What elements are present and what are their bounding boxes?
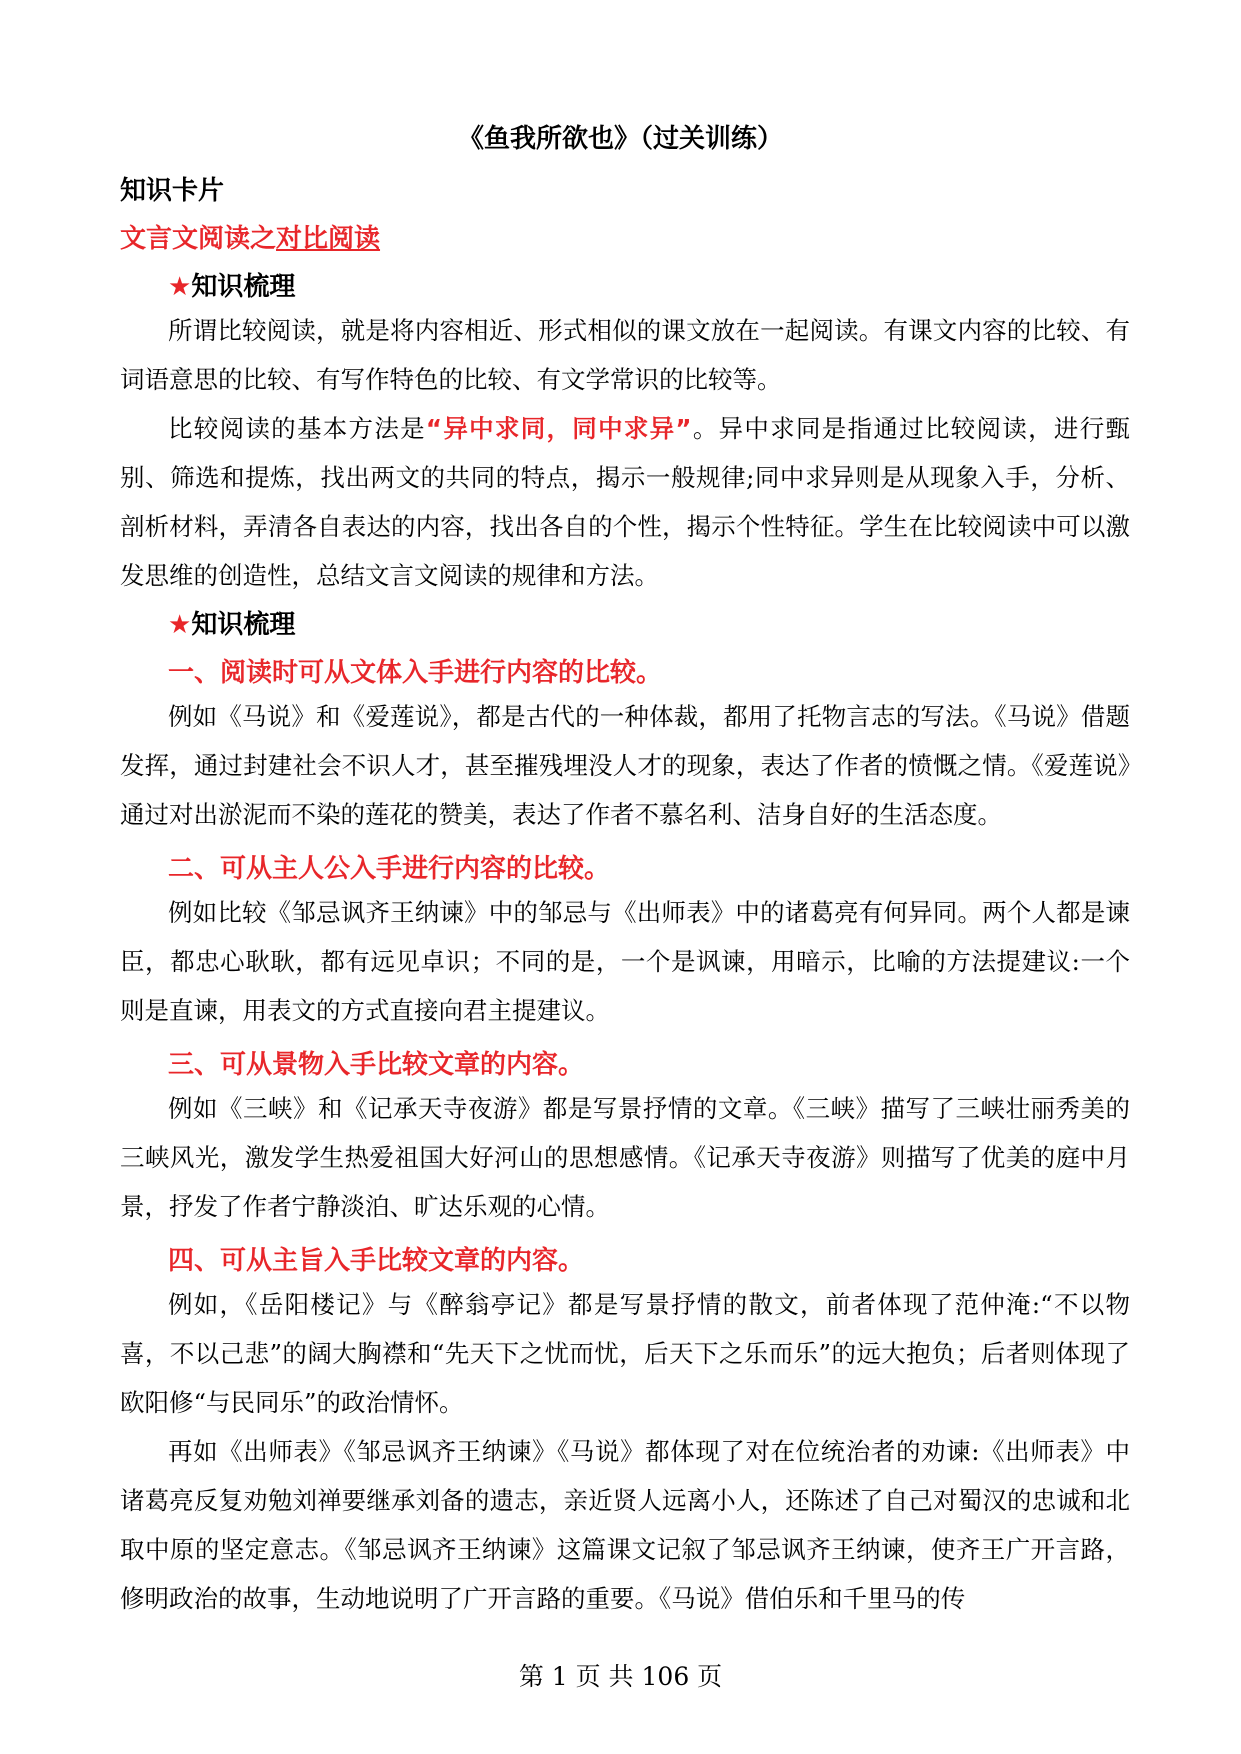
item-4-text: 例如，《岳阳楼记》与《醉翁亭记》都是写景抒情的散文，前者体现了范仲淹:“不以物喜，不以己悲”的阔大胸襟和“先天下之忧而忧，后天下之乐而乐”的远大抱负；后者则体现了欧阳修“与民同乐”的政治情怀。 [120, 1290, 1130, 1417]
star-icon: ★ [168, 272, 192, 302]
method-emphasis: “异中求同，同中求异” [425, 414, 692, 443]
paragraph-method [120, 404, 1130, 600]
card-label: 知识卡片 [120, 176, 225, 206]
page-footer: 第 1 页 共 106 页 [518, 1662, 723, 1691]
section2-heading [168, 604, 295, 641]
method-text-before: 比较阅读的基本方法是 [168, 414, 426, 443]
topic-prefix: 文言文阅读之 [120, 224, 277, 254]
topic-underlined: 对比阅读 [276, 224, 381, 254]
section1-heading [168, 266, 295, 303]
topic-heading [120, 218, 380, 255]
paragraph-intro: 所谓比较阅读，就是将内容相近、形式相似的课文放在一起阅读。有课文内容的比较、有词语意思的比较、有写作特色的比较、有文学常识的比较等。 [120, 316, 1130, 394]
section1-heading-text: 知识梳理 [191, 272, 296, 302]
item-1-text: 例如《马说》和《爱莲说》，都是古代的一种体裁，都用了托物言志的写法。《马说》借题发挥，通过封建社会不识人才，甚至摧残埋没人才的现象，表达了作者的愤慨之情。《爱莲说》通过对出淤泥而不染的莲花的赞美，表达了作者不慕名利、洁身自好的生活态度。 [120, 702, 1130, 829]
paragraph-extra: 再如《出师表》《邹忌讽齐王纳谏》《马说》都体现了对在位统治者的劝谏:《出师表》中诸葛亮反复劝勉刘禅要继承刘备的遗志，亲近贤人远离小人，还陈述了自己对蜀汉的忠诚和北取中原的坚定意志。《邹忌讽齐王纳谏》这篇课文记叙了邹忌讽齐王纳谏，使齐王广开言路，修明政治的故事，生动地说明了广开言路的重要。《马说》借伯乐和千里马的传 [120, 1437, 1130, 1613]
method-text-after: 。异中求同是指通过比较阅读，进行甄别、筛选和提炼，找出两文的共同的特点，揭示一般规律;同中求异则是从现象入手，分析、剖析材料，弄清各自表达的内容，找出各自的个性，揭示个性特征。学生在比较阅读中可以激发思维的创造性，总结文言文阅读的规律和方法。 [120, 414, 1130, 590]
item-2-heading: 二、可从主人公入手进行内容的比较。 [168, 854, 611, 884]
item-4-heading: 四、可从主旨入手比较文章的内容。 [168, 1246, 585, 1276]
item-3-heading: 三、可从景物入手比较文章的内容。 [168, 1050, 585, 1080]
item-1-heading: 一、阅读时可从文体入手进行内容的比较。 [168, 658, 663, 688]
item-3-text: 例如《三峡》和《记承天寺夜游》都是写景抒情的文章。《三峡》描写了三峡壮丽秀美的三峡风光，激发学生热爱祖国大好河山的思想感情。《记承天寺夜游》则描写了优美的庭中月景，抒发了作者宁静淡泊、旷达乐观的心情。 [120, 1094, 1130, 1221]
star-icon: ★ [168, 610, 192, 640]
section2-heading-text: 知识梳理 [191, 610, 296, 640]
item-2-text: 例如比较《邹忌讽齐王纳谏》中的邹忌与《出师表》中的诸葛亮有何异同。两个人都是谏臣，都忠心耿耿，都有远见卓识；不同的是，一个是讽谏，用暗示，比喻的方法提建议:一个则是直谏，用表文的方式直接向君主提建议。 [120, 898, 1130, 1025]
page-title: 《鱼我所欲也》（过关训练） [457, 124, 783, 154]
